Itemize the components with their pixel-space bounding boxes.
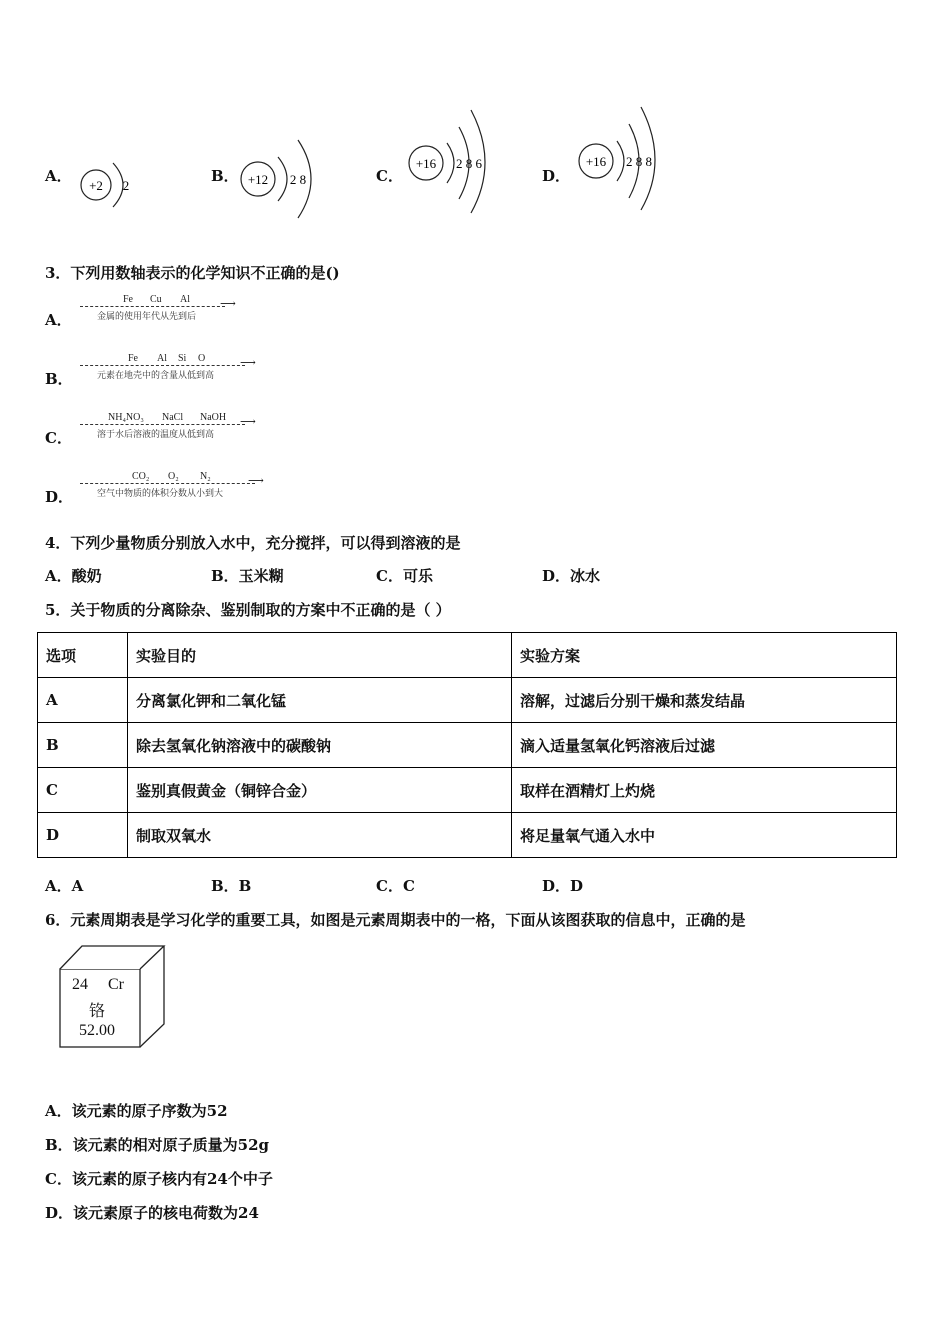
- table-cell: 鉴别真假黄金（铜锌合金）: [128, 768, 512, 813]
- q4-option-a[interactable]: A．酸奶: [45, 567, 102, 585]
- q3-numberline-d: [80, 471, 280, 501]
- table-cell: 分离氯化钾和二氧化锰: [128, 678, 512, 723]
- arrow-right-icon: ⟶: [220, 297, 236, 310]
- q4-option-b[interactable]: B．玉米糊: [211, 567, 284, 585]
- q5-option-d[interactable]: D．D: [542, 877, 584, 895]
- numberline-axis: [80, 365, 245, 366]
- element-atomic-number: 24: [72, 976, 88, 993]
- q3-numberline-b: [80, 353, 270, 383]
- arrow-right-icon: ⟶: [248, 474, 264, 487]
- q4-option-c[interactable]: C．可乐: [376, 567, 433, 585]
- numberline-item: Cu: [150, 294, 162, 305]
- table-cell: 将足量氧气通入水中: [512, 813, 897, 858]
- table-cell: 取样在酒精灯上灼烧: [512, 768, 897, 813]
- numberline-item: Al: [180, 294, 190, 305]
- q6-option-c[interactable]: C．该元素的原子核内有24个中子: [45, 1170, 273, 1188]
- atom-c-nucleus: +16: [415, 156, 437, 171]
- table-row: [38, 678, 897, 723]
- numberline-caption: 元素在地壳中的含量从低到高: [97, 370, 215, 380]
- table-cell: 溶解，过滤后分别干燥和蒸发结晶: [512, 678, 897, 723]
- q5-stem: 5．关于物质的分离除杂、鉴别制取的方案中不正确的是（ ）: [45, 601, 451, 619]
- q5-option-c[interactable]: C．C: [376, 877, 415, 895]
- atom-diagram-d: [575, 102, 675, 212]
- atom-b-shells: 2 8: [289, 172, 307, 187]
- table-row: [38, 768, 897, 813]
- q6-option-b[interactable]: B．该元素的相对原子质量为52g: [45, 1136, 270, 1154]
- numberline-item: NaCl: [162, 412, 184, 423]
- numberline-caption: 空气中物质的体积分数从小到大: [97, 488, 224, 498]
- q2-option-a-letter[interactable]: A．: [45, 167, 72, 185]
- element-atomic-mass: 52.00: [79, 1022, 115, 1039]
- table-header-cell: 实验方案: [512, 633, 897, 678]
- atom-diagram-b: [236, 135, 326, 225]
- table-header-cell: 实验目的: [128, 633, 512, 678]
- q4-stem: 4．下列少量物质分别放入水中，充分搅拌，可以得到溶液的是: [45, 534, 461, 552]
- table-cell: D: [38, 813, 128, 858]
- q5-option-a[interactable]: A．A: [45, 877, 84, 895]
- atom-d-shells: 2 8 8: [626, 154, 652, 169]
- table-cell: A: [38, 678, 128, 723]
- element-name: 铬: [89, 1001, 106, 1020]
- numberline-caption: 溶于水后溶液的温度从低到高: [97, 429, 215, 439]
- table-row: [38, 813, 897, 858]
- q3-option-d[interactable]: D．: [45, 488, 74, 506]
- atom-c-shells: 2 8 6: [456, 156, 482, 171]
- q3-stem: 3．下列用数轴表示的化学知识不正确的是(): [45, 264, 340, 282]
- table-header-row: [38, 633, 897, 678]
- numberline-item: O₂: [168, 471, 179, 482]
- element-symbol: Cr: [108, 976, 124, 993]
- atom-a-shells: 2: [122, 178, 130, 193]
- arrow-right-icon: ⟶: [240, 356, 256, 369]
- numberline-caption: 金属的使用年代从先到后: [97, 311, 197, 321]
- numberline-item: Fe: [128, 353, 138, 364]
- table-cell: 除去氢氧化钠溶液中的碳酸钠: [128, 723, 512, 768]
- table-cell: 制取双氧水: [128, 813, 512, 858]
- table-cell: C: [38, 768, 128, 813]
- atom-diagram-c: [405, 105, 505, 215]
- numberline-item: O: [198, 353, 206, 364]
- q3-option-b[interactable]: B．: [45, 370, 73, 388]
- numberline-item: Fe: [123, 294, 133, 305]
- arrow-right-icon: ⟶: [240, 415, 256, 428]
- numberline-item: Si: [178, 353, 187, 364]
- q6-option-a[interactable]: A．该元素的原子序数为52: [45, 1102, 228, 1120]
- numberline-axis: [80, 306, 225, 307]
- table-cell: 滴入适量氢氧化钙溶液后过滤: [512, 723, 897, 768]
- q2-option-d-letter[interactable]: D．: [542, 167, 571, 185]
- numberline-axis: [80, 483, 255, 484]
- q4-option-d[interactable]: D．冰水: [542, 567, 601, 585]
- numberline-item: NaOH: [200, 412, 227, 423]
- q6-stem: 6．元素周期表是学习化学的重要工具，如图是元素周期表中的一格，下面从该图获取的信息中，正确的是: [45, 911, 746, 929]
- numberline-item: CO₂: [132, 471, 150, 482]
- q5-option-b[interactable]: B．B: [211, 877, 252, 895]
- atom-d-nucleus: +16: [585, 154, 607, 169]
- atom-b-nucleus: +12: [247, 172, 269, 187]
- numberline-axis: [80, 424, 245, 425]
- atom-a-nucleus: +2: [89, 178, 103, 193]
- table-cell: B: [38, 723, 128, 768]
- numberline-item: N₂: [200, 471, 211, 482]
- table-header-cell: 选项: [38, 633, 128, 678]
- q2-option-b-letter[interactable]: B．: [211, 167, 239, 185]
- q2-option-c-letter[interactable]: C．: [376, 167, 403, 185]
- q3-numberline-c: [80, 412, 270, 442]
- numberline-item: NH₄NO₃: [108, 412, 144, 423]
- q3-option-a[interactable]: A．: [45, 311, 72, 329]
- q3-option-c[interactable]: C．: [45, 429, 72, 447]
- q5-table: [37, 632, 897, 858]
- q6-option-d[interactable]: D．该元素原子的核电荷数为24: [45, 1204, 259, 1222]
- numberline-item: Al: [157, 353, 167, 364]
- atom-diagram-a: [75, 155, 145, 215]
- table-row: [38, 723, 897, 768]
- q3-numberline-a: [80, 294, 250, 324]
